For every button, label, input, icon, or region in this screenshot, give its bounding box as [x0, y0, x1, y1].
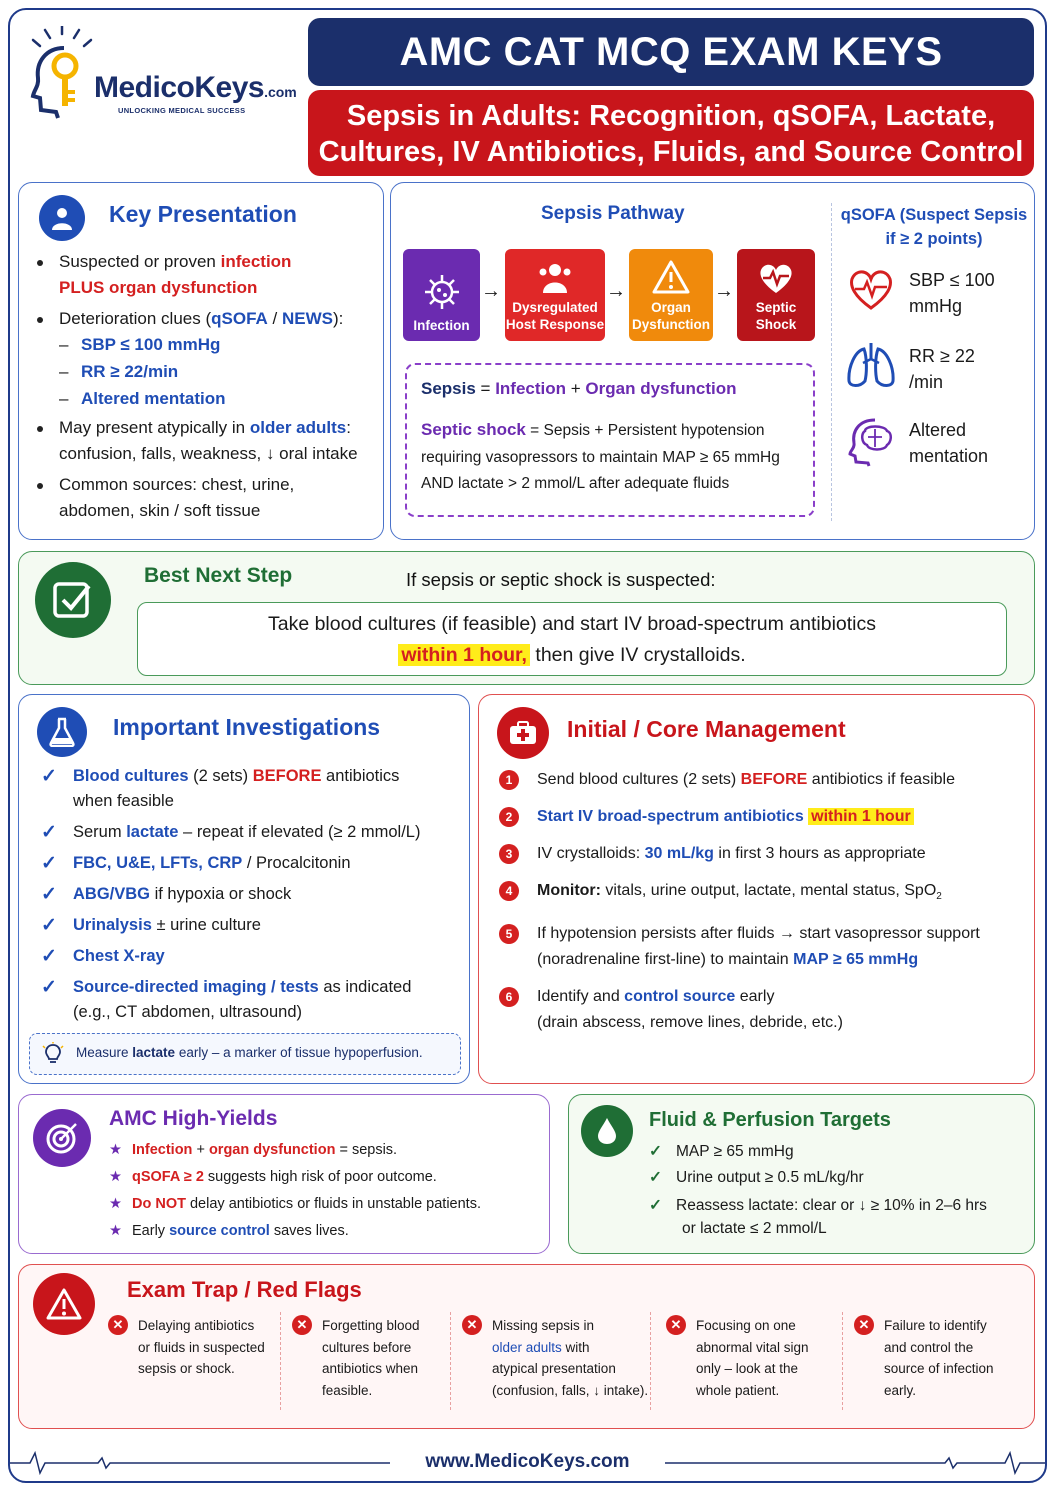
text: Infection	[495, 379, 567, 398]
text: (e.g., CT abdomen, ultrasound)	[73, 1003, 302, 1021]
step-label: Organ	[651, 300, 691, 315]
page-title: AMC CAT MCQ EXAM KEYS	[399, 29, 943, 74]
pathway-card	[390, 182, 1035, 540]
check-icon: ✓	[41, 822, 57, 843]
list-item	[479, 767, 1036, 793]
list-item	[19, 249, 379, 301]
divider	[280, 1312, 281, 1410]
trap-item	[108, 1315, 265, 1380]
brand-suffix: .com	[264, 84, 297, 100]
warning-icon	[651, 259, 691, 295]
pathway-title: Sepsis Pathway	[541, 203, 685, 224]
text: Urinalysis	[73, 916, 152, 934]
list-item	[19, 913, 471, 938]
exam-trap-title: Exam Trap / Red Flags	[127, 1277, 362, 1302]
text: Urine output ≥ 0.5 mL/kg/hr	[676, 1169, 864, 1186]
text: lactate	[132, 1045, 176, 1060]
text: Altered	[909, 420, 967, 440]
trap-item	[462, 1315, 648, 1401]
list-item	[19, 820, 471, 845]
text: then give IV crystalloids.	[529, 644, 746, 666]
subtitle-line1: Sepsis in Adults: Recognition, qSOFA, Lactate,	[346, 100, 996, 132]
text: May present atypically in	[59, 418, 250, 437]
star-icon: ★	[109, 1142, 122, 1158]
text: Early	[132, 1223, 170, 1239]
brain-head-icon	[847, 417, 897, 467]
text: qSOFA	[211, 309, 268, 328]
arrow-icon: →	[606, 280, 626, 302]
x-circle-icon: ✕	[108, 1315, 128, 1335]
list-item	[479, 841, 1036, 867]
header-subtitle-bar	[308, 90, 1034, 176]
check-icon: ✓	[649, 1143, 662, 1160]
text: Delaying antibiotics	[138, 1318, 255, 1333]
step-septic-shock	[737, 249, 815, 341]
text: Missing sepsis in	[492, 1318, 595, 1333]
text: Source-directed imaging / tests	[73, 978, 319, 996]
text: antibiotics when	[322, 1361, 419, 1376]
text: vitals, urine output, lactate, mental status, SpO	[600, 882, 937, 899]
check-icon: ✓	[649, 1169, 662, 1186]
text: source control	[169, 1223, 270, 1239]
text: Septic shock	[421, 420, 526, 439]
text: ABG/VBG	[73, 885, 151, 903]
text: qSOFA ≥ 2	[132, 1169, 204, 1185]
text: when feasible	[73, 792, 174, 810]
text: Start IV broad-spectrum antibiotics	[537, 808, 809, 825]
warning-icon	[33, 1273, 95, 1335]
arrow-icon: →	[714, 280, 734, 302]
text: / Procalcitonin	[242, 854, 351, 872]
heart-pulse-icon	[757, 261, 795, 295]
best-next-step-title: Best Next Step	[144, 564, 293, 587]
list-item	[19, 975, 471, 1025]
check-icon: ✓	[41, 766, 57, 787]
check-icon: ✓	[649, 1197, 662, 1214]
text: if hypoxia or shock	[150, 885, 292, 903]
text: only – look at the	[696, 1361, 799, 1376]
brand-name: MedicoKeys	[94, 71, 265, 104]
virus-icon	[422, 272, 462, 312]
text: (drain abscess, remove lines, debride, etc.)	[537, 1014, 843, 1032]
text: +	[192, 1142, 209, 1158]
logo	[28, 26, 297, 126]
number-badge: 4	[499, 881, 519, 901]
text: NEWS	[281, 309, 333, 328]
text: /	[267, 309, 282, 328]
text: BEFORE	[252, 767, 322, 785]
management-title: Initial / Core Management	[567, 716, 846, 742]
list-item	[109, 1164, 481, 1191]
list-item	[109, 1218, 481, 1245]
text: /min	[909, 372, 944, 392]
text: RR ≥ 22	[909, 346, 975, 366]
text: IV crystalloids:	[537, 845, 645, 862]
step-label: Septic	[755, 300, 797, 315]
text: AND lactate > 2 mmol/L after adequate fluids	[421, 475, 730, 492]
text: cultures before	[322, 1339, 412, 1355]
text: and control the	[884, 1339, 974, 1355]
star-icon: ★	[109, 1196, 122, 1212]
number-badge: 2	[499, 807, 519, 827]
lightbulb-icon	[42, 1042, 64, 1066]
text: requiring vasopressors to maintain MAP ≥ 65 mmHg	[421, 448, 780, 466]
star-icon: ★	[109, 1169, 122, 1185]
highlight: within 1 hour,	[398, 644, 530, 666]
text: control source	[624, 988, 736, 1006]
text: delay antibiotics or fluids in unstable patients.	[185, 1196, 481, 1212]
text: MAP ≥ 65 mmHg	[793, 951, 919, 969]
text: Failure to identify	[884, 1318, 987, 1333]
list-item	[479, 804, 1036, 830]
text: SBP ≤ 100 mmHg	[81, 335, 221, 354]
step-dysregulated	[505, 249, 605, 341]
text: source of infection	[884, 1361, 994, 1376]
text: FBC, U&E, LFTs, CRP	[73, 854, 243, 872]
text: = sepsis.	[335, 1142, 398, 1158]
definition-box	[405, 363, 815, 517]
text: older adults	[492, 1339, 562, 1355]
divider	[831, 203, 832, 521]
step-label: Host Response	[505, 317, 605, 332]
ecg-line-right	[665, 1448, 1045, 1478]
text: +	[566, 379, 586, 398]
text: older adults	[249, 418, 347, 437]
text: (2 sets)	[188, 767, 253, 785]
text: as indicated	[318, 978, 412, 996]
step-label: Dysfunction	[631, 317, 710, 332]
droplet-icon	[581, 1105, 633, 1157]
list-item	[649, 1194, 987, 1240]
text: SBP ≤ 100	[909, 270, 995, 290]
text: Do NOT	[132, 1196, 186, 1212]
divider	[650, 1312, 651, 1410]
sub-item: – Altered mentation	[59, 389, 226, 408]
text: atypical presentation	[492, 1361, 616, 1376]
tip-box	[29, 1033, 461, 1075]
text: Monitor:	[537, 882, 601, 899]
text: If hypotension persists after fluids → start vasopressor support	[537, 925, 980, 943]
fluid-targets-title: Fluid & Perfusion Targets	[649, 1109, 891, 1131]
text: (noradrenaline first-line) to maintain	[537, 951, 794, 969]
text: 30 mL/kg	[644, 845, 714, 862]
check-icon: ✓	[41, 884, 57, 905]
text: Blood cultures	[73, 767, 189, 785]
step-infection	[403, 249, 480, 341]
list-item	[19, 882, 471, 907]
text: Serum	[73, 823, 127, 841]
first-aid-icon	[497, 707, 549, 759]
number-badge: 5	[499, 924, 519, 944]
investigations-card	[18, 694, 470, 1084]
footer-url[interactable]: www.MedicoKeys.com	[425, 1451, 630, 1472]
text: saves lives.	[269, 1223, 349, 1239]
check-icon: ✓	[41, 915, 57, 936]
list-item	[649, 1165, 987, 1191]
sub-item: – SBP ≤ 100 mmHg	[59, 335, 221, 354]
target-icon	[33, 1109, 91, 1167]
text: in first 3 hours as appropriate	[713, 845, 926, 862]
step-organ-dysfunction	[629, 249, 713, 341]
subtitle-line2: Cultures, IV Antibiotics, Fluids, and Source Control	[318, 136, 1024, 168]
check-icon: ✓	[41, 853, 57, 874]
management-card	[478, 694, 1035, 1084]
key-presentation-title: Key Presentation	[109, 201, 297, 227]
text: with	[561, 1339, 590, 1355]
text: infection	[220, 252, 292, 271]
text: feasible.	[322, 1382, 373, 1398]
text: suggests high risk of poor outcome.	[203, 1169, 437, 1185]
divider	[842, 1312, 843, 1410]
highlight: within 1 hour	[808, 808, 914, 825]
text: whole patient.	[696, 1382, 780, 1398]
text: BEFORE	[740, 771, 808, 788]
next-step-lead: If sepsis or septic shock is suspected:	[406, 569, 716, 590]
list-item	[109, 1137, 481, 1164]
step-label: Shock	[755, 317, 797, 332]
text: PLUS organ dysfunction	[59, 278, 258, 297]
text: Chest X-ray	[73, 947, 165, 965]
text: 2	[936, 891, 942, 903]
number-badge: 1	[499, 770, 519, 790]
list-item	[19, 472, 385, 524]
high-yields-title: AMC High-Yields	[109, 1107, 278, 1130]
text: antibiotics if feasible	[807, 771, 955, 788]
text: early.	[884, 1382, 917, 1398]
number-badge: 3	[499, 844, 519, 864]
text: Organ dysfunction	[585, 379, 737, 398]
text: Measure	[76, 1045, 133, 1060]
trap-item	[666, 1315, 809, 1401]
star-icon: ★	[109, 1223, 122, 1239]
heart-icon	[847, 267, 895, 311]
investigations-title: Important Investigations	[113, 714, 381, 740]
text: ):	[332, 309, 344, 328]
high-yields-card	[18, 1094, 550, 1254]
next-step-box	[137, 602, 1007, 676]
text: ± urine culture	[151, 916, 261, 934]
text: early – a marker of tissue hypoperfusion.	[175, 1045, 423, 1060]
list-item	[479, 984, 1036, 1036]
trap-item	[292, 1315, 420, 1401]
number-badge: 6	[499, 987, 519, 1007]
list-item	[19, 415, 385, 467]
text: abdomen, skin / soft tissue	[59, 501, 261, 520]
x-circle-icon: ✕	[666, 1315, 686, 1335]
key-presentation-card	[18, 182, 384, 540]
text: Suspected or proven	[59, 252, 221, 271]
text: Deterioration clues (	[59, 309, 212, 328]
text: Common sources: chest, urine,	[59, 475, 295, 494]
text: organ dysfunction	[208, 1142, 336, 1158]
check-icon: ✓	[41, 946, 57, 967]
text: mmHg	[909, 296, 962, 316]
qsofa-title: qSOFA (Suspect Sepsis	[840, 206, 1028, 224]
text: sepsis or shock.	[138, 1361, 235, 1376]
text: or fluids in suspected	[138, 1339, 265, 1355]
text: Take blood cultures (if feasible) and start IV broad-spectrum antibiotics	[267, 613, 877, 635]
text: Identify and	[537, 988, 625, 1006]
list-item	[109, 1191, 481, 1218]
x-circle-icon: ✕	[292, 1315, 312, 1335]
text: MAP ≥ 65 mmHg	[676, 1143, 794, 1160]
x-circle-icon: ✕	[462, 1315, 482, 1335]
step-label: Infection	[413, 318, 470, 333]
text: :	[346, 418, 351, 437]
text: or lactate ≤ 2 mmol/L	[682, 1220, 827, 1237]
flask-icon	[37, 707, 87, 757]
list-item	[479, 878, 1036, 910]
text: (confusion, falls, ↓ intake).	[492, 1382, 649, 1398]
list-item	[19, 764, 471, 814]
list-item	[479, 921, 1036, 973]
text: antibiotics	[321, 767, 400, 785]
brand-tagline: UNLOCKING MEDICAL SUCCESS	[118, 106, 246, 115]
list-item	[19, 944, 471, 969]
x-circle-icon: ✕	[854, 1315, 874, 1335]
header-title-bar	[308, 18, 1034, 86]
text: Infection	[132, 1142, 193, 1158]
qsofa-title: if ≥ 2 points)	[885, 230, 983, 248]
text: Altered mentation	[81, 389, 226, 408]
text: Send blood cultures (2 sets)	[537, 771, 741, 788]
text: Forgetting blood	[322, 1318, 420, 1333]
check-icon: ✓	[41, 977, 57, 998]
list-item	[19, 306, 379, 332]
text: RR ≥ 22/min	[81, 362, 179, 381]
lungs-icon	[845, 341, 897, 389]
checkbox-icon	[35, 562, 111, 638]
divider	[450, 1312, 451, 1410]
people-icon	[537, 261, 573, 295]
arrow-icon: →	[481, 280, 501, 302]
text: abnormal vital sign	[696, 1339, 809, 1355]
text: Sepsis	[421, 379, 476, 398]
text: = Sepsis + Persistent hypotension	[525, 422, 765, 439]
text: mentation	[909, 446, 989, 466]
text: =	[475, 379, 496, 398]
sub-item: – RR ≥ 22/min	[59, 362, 179, 381]
list-item	[19, 851, 471, 876]
trap-item	[854, 1315, 994, 1401]
text: Focusing on one	[696, 1318, 796, 1333]
text: Reassess lactate: clear or ↓ ≥ 10% in 2–6 hrs	[676, 1197, 987, 1214]
text: lactate	[126, 823, 179, 841]
list-item	[649, 1139, 987, 1165]
person-icon	[39, 195, 85, 241]
step-label: Dysregulated	[512, 300, 598, 315]
text: confusion, falls, weakness, ↓ oral intake	[59, 444, 358, 463]
text: – repeat if elevated (≥ 2 mmol/L)	[178, 823, 421, 841]
text: early	[735, 988, 775, 1006]
best-next-step-card	[18, 551, 1035, 685]
fluid-targets-card	[568, 1094, 1035, 1254]
